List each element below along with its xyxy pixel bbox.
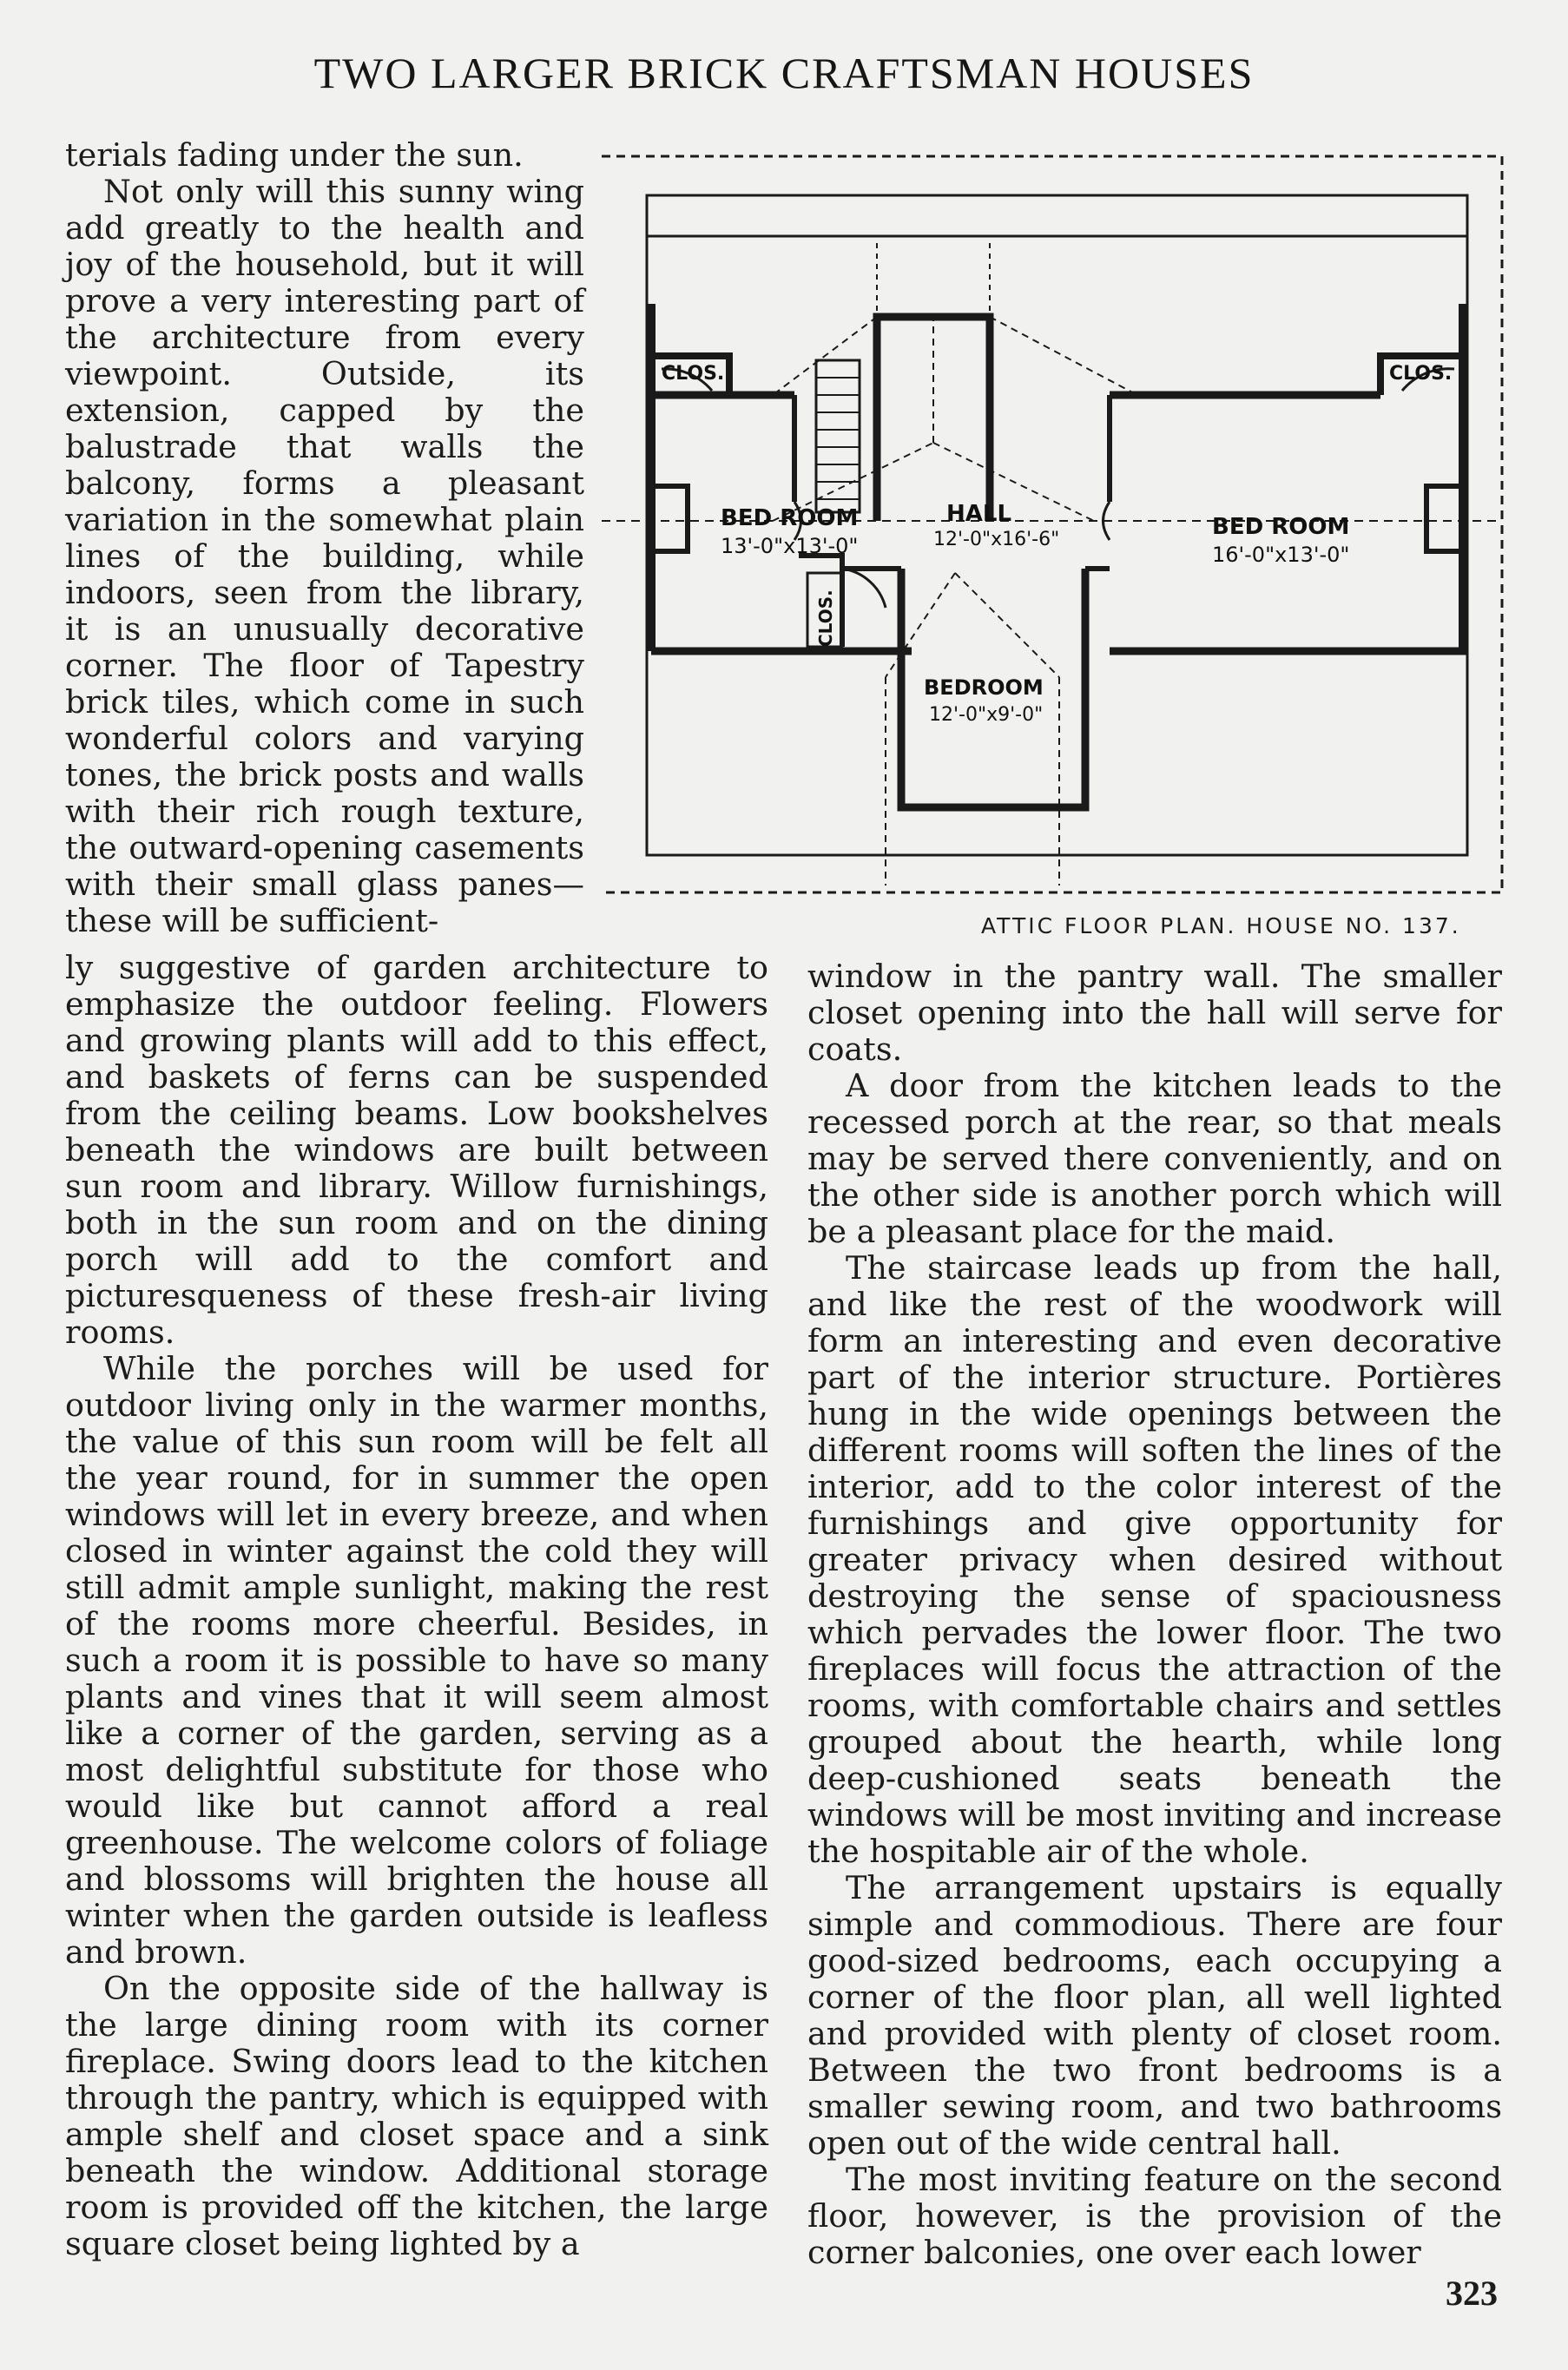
text-column-left: [65, 950, 768, 2262]
bedroom-bottom-label: BEDROOM: [924, 675, 1044, 700]
hall-size: 12'-0"x16'-6": [933, 529, 1060, 550]
paragraph: The arrangement upstairs is equally simple and commodious. There are four good-sized bedrooms, each occupying a corner of the floor plan, all well lighted and provided with plenty of closet room. Between the two front bedrooms is a smaller sewing room, and two bathrooms open out of the wide central hall.: [807, 1869, 1502, 2162]
paragraph: ly suggestive of garden architecture to emphasize the outdoor feeling. Flowers and growing plants will add to this effect, and baskets of ferns can be suspended from the ceiling beams. Low bookshelves beneath the windows are built between sun room and library. Willow furnishings, both in the sun room and on the dining porch will add to the comfort and picturesqueness of these fresh-air living rooms.: [65, 949, 768, 1351]
hall-label: HALL: [946, 501, 1012, 527]
bedroom-right-label: BED ROOM: [1212, 514, 1350, 540]
text-column-top-left: [65, 137, 584, 939]
bedroom-left-size: 13'-0"x13'-0": [721, 534, 859, 558]
paragraph: window in the pantry wall. The smaller closet opening into the hall will serve for coats.: [807, 958, 1502, 1068]
bedroom-left-label: BED ROOM: [721, 505, 859, 531]
paragraph: The staircase leads up from the hall, and like the rest of the woodwork will form an interesting and even decorative part of the interior structure. Portières hung in the wide openings between the different rooms will soften the lines of the interior, add to the color interest of the furnishings and give opportunity for greater privacy when desired without destroying the sense of spaciousness which pervades the lower floor. The two fireplaces will focus the attraction of the rooms, with comfortable chairs and settles grouped about the hearth, while long deep-cushioned seats beneath the windows will be most inviting and increase the hospitable air of the whole.: [807, 1249, 1502, 1870]
page-number: 323: [1446, 2274, 1498, 2313]
figure-caption: ATTIC FLOOR PLAN. HOUSE NO. 137.: [981, 913, 1461, 938]
closet-label-center: CLOS.: [815, 589, 836, 647]
paragraph: A door from the kitchen leads to the recessed porch at the rear, so that meals may be served there conveniently, and on the other side is another porch which will be a pleasant place for the maid.: [807, 1067, 1502, 1250]
closet-label-left: CLOS.: [662, 363, 725, 385]
paragraph: While the porches will be used for outdoor living only in the warmer months, the value of this sun room will be felt all the year round, for in summer the open windows will let in every breeze, and when closed in winter against the cold they will still admit ample sunlight, making the rest of the rooms more cheerful. Besides, in such a room it is possible to have so many plants and vines that it will seem almost like a corner of the garden, serving as a most delightful substitute for those who would like but cannot afford a real greenhouse. The welcome colors of foliage and blossoms will brighten the house all winter when the garden outside is leafless and brown.: [65, 1350, 768, 1971]
paragraph: Not only will this sunny wing add greatly to the health and joy of the household, but it will prove a very interesting part of the architecture from every viewpoint. Outside, its extension, capped by the balustrade that walls the balcony, forms a pleasant variation in the somewhat plain lines of the building, while indoors, seen from the library, it is an unusually decorative corner. The floor of Tapestry brick tiles, which come in such wonderful colors and varying tones, the brick posts and walls with their rich rough texture, the outward-opening casements with their small glass panes—these will be sufficient-: [65, 173, 584, 939]
attic-floor-plan: [599, 139, 1511, 907]
paragraph: The most inviting feature on the second floor, however, is the provision of the corner balconies, one over each lower: [807, 2161, 1502, 2271]
running-head: TWO LARGER BRICK CRAFTSMAN HOUSES: [313, 49, 1255, 97]
paragraph: terials fading under the sun.: [65, 136, 524, 174]
closet-label-right: CLOS.: [1389, 363, 1453, 385]
paragraph: On the opposite side of the hallway is the large dining room with its corner fireplace. Swing doors lead to the kitchen through the pantry, which is equipped with ample shelf and closet space and a sink beneath the window. Additional storage room is provided off the kitchen, the large square closet being lighted by a: [65, 1970, 768, 2262]
bedroom-bottom-size: 12'-0"x9'-0": [929, 704, 1044, 726]
bedroom-right-size: 16'-0"x13'-0": [1212, 543, 1350, 567]
text-column-right: [807, 958, 1502, 2271]
